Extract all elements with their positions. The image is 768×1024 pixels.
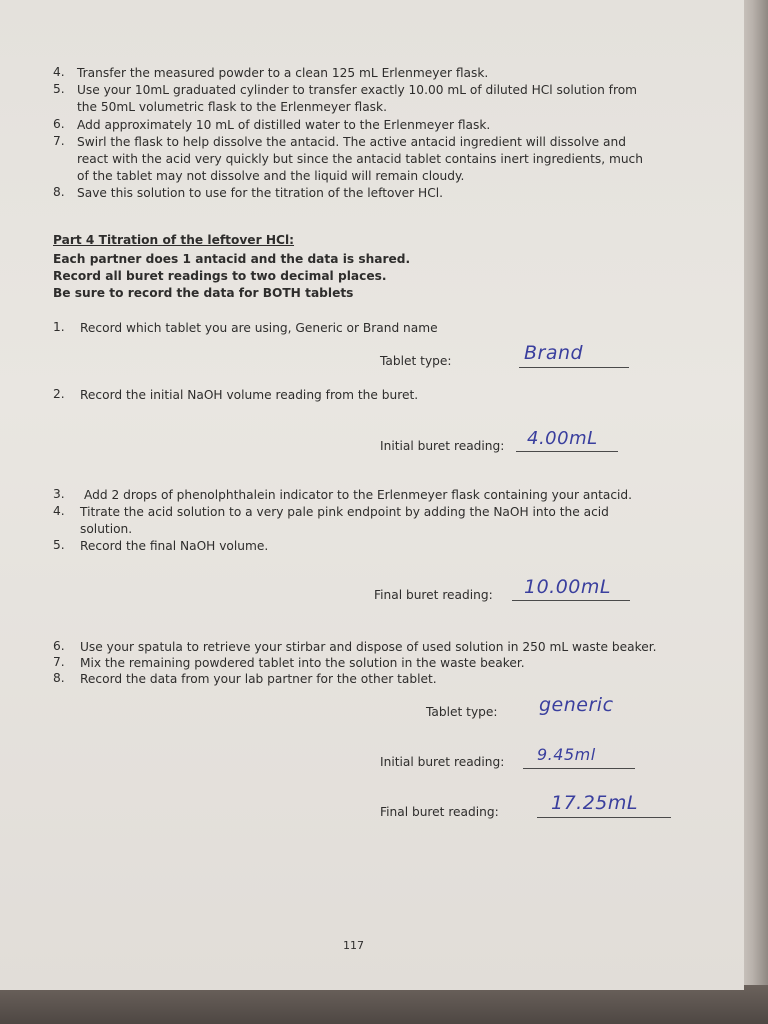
step-number: 4.	[53, 504, 65, 518]
step-number: 2.	[53, 387, 65, 401]
step-text: Record the data from your lab partner for the other tablet.	[80, 672, 437, 686]
step-text: Save this solution to use for the titration of the leftover HCl.	[77, 186, 443, 200]
page-edge	[742, 0, 768, 1024]
step-text: Record which tablet you are using, Generic or Brand name	[80, 321, 438, 335]
step-text: Use your 10mL graduated cylinder to transfer exactly 10.00 mL of diluted HCl solution from	[77, 83, 638, 97]
partner-tablet-type-value[interactable]: generic	[539, 694, 614, 716]
tablet-type-value[interactable]: Brand	[524, 342, 584, 364]
step-text: the 50mL volumetric flask to the Erlenmeyer flask.	[77, 100, 387, 114]
step-number: 7.	[53, 134, 65, 148]
step-number: 3.	[53, 487, 65, 501]
step-number: 1.	[53, 320, 65, 334]
final-buret-value[interactable]: 10.00mL	[524, 576, 611, 598]
tablet-type-label: Tablet type:	[380, 354, 452, 368]
partner-initial-buret-value[interactable]: 9.45ml	[537, 745, 596, 764]
step-number: 5.	[53, 538, 65, 552]
partner-initial-buret-label: Initial buret reading:	[380, 755, 505, 769]
step-text: Add 2 drops of phenolphthalein indicator to the Erlenmeyer flask containing your antacid.	[84, 488, 633, 502]
partner-final-buret-value[interactable]: 17.25mL	[551, 792, 638, 814]
final-buret-underline	[512, 600, 630, 601]
step-number: 4.	[53, 65, 65, 79]
step-text: Swirl the flask to help dissolve the antacid. The active antacid ingredient will dissolve and	[77, 135, 626, 149]
part4-instruction: Record all buret readings to two decimal places.	[53, 269, 387, 283]
page-number: 117	[343, 939, 364, 952]
tablet-type-underline	[519, 367, 629, 368]
initial-buret-underline	[516, 451, 618, 452]
step-text: of the tablet may not dissolve and the liquid will remain cloudy.	[77, 169, 465, 183]
background-shadow	[0, 985, 768, 1024]
step-number: 6.	[53, 117, 65, 131]
partner-final-underline	[537, 817, 671, 818]
step-number: 5.	[53, 82, 65, 96]
step-text: react with the acid very quickly but since the antacid tablet contains inert ingredients, much	[77, 152, 643, 166]
step-text: Add approximately 10 mL of distilled water to the Erlenmeyer flask.	[77, 118, 491, 132]
step-text: Titrate the acid solution to a very pale pink endpoint by adding the NaOH into the acid	[80, 505, 609, 519]
step-text: Mix the remaining powdered tablet into the solution in the waste beaker.	[80, 656, 525, 670]
step-text: Record the initial NaOH volume reading from the buret.	[80, 388, 419, 402]
step-number: 7.	[53, 655, 65, 669]
partner-tablet-type-label: Tablet type:	[426, 705, 498, 719]
step-number: 8.	[53, 671, 65, 685]
step-text: Use your spatula to retrieve your stirbar and dispose of used solution in 250 mL waste beaker.	[80, 640, 657, 654]
part4-instruction: Be sure to record the data for BOTH tablets	[53, 286, 354, 300]
step-number: 8.	[53, 185, 65, 199]
final-buret-label: Final buret reading:	[374, 588, 493, 602]
partner-final-buret-label: Final buret reading:	[380, 805, 499, 819]
step-text: Transfer the measured powder to a clean 125 mL Erlenmeyer flask.	[77, 66, 489, 80]
step-number: 6.	[53, 639, 65, 653]
initial-buret-value[interactable]: 4.00mL	[527, 428, 598, 449]
partner-initial-underline	[523, 768, 635, 769]
step-text: Record the final NaOH volume.	[80, 539, 269, 553]
step-text: solution.	[80, 522, 133, 536]
part4-heading: Part 4 Titration of the leftover HCl:	[53, 233, 295, 247]
part4-instruction: Each partner does 1 antacid and the data is shared.	[53, 252, 411, 266]
initial-buret-label: Initial buret reading:	[380, 439, 505, 453]
